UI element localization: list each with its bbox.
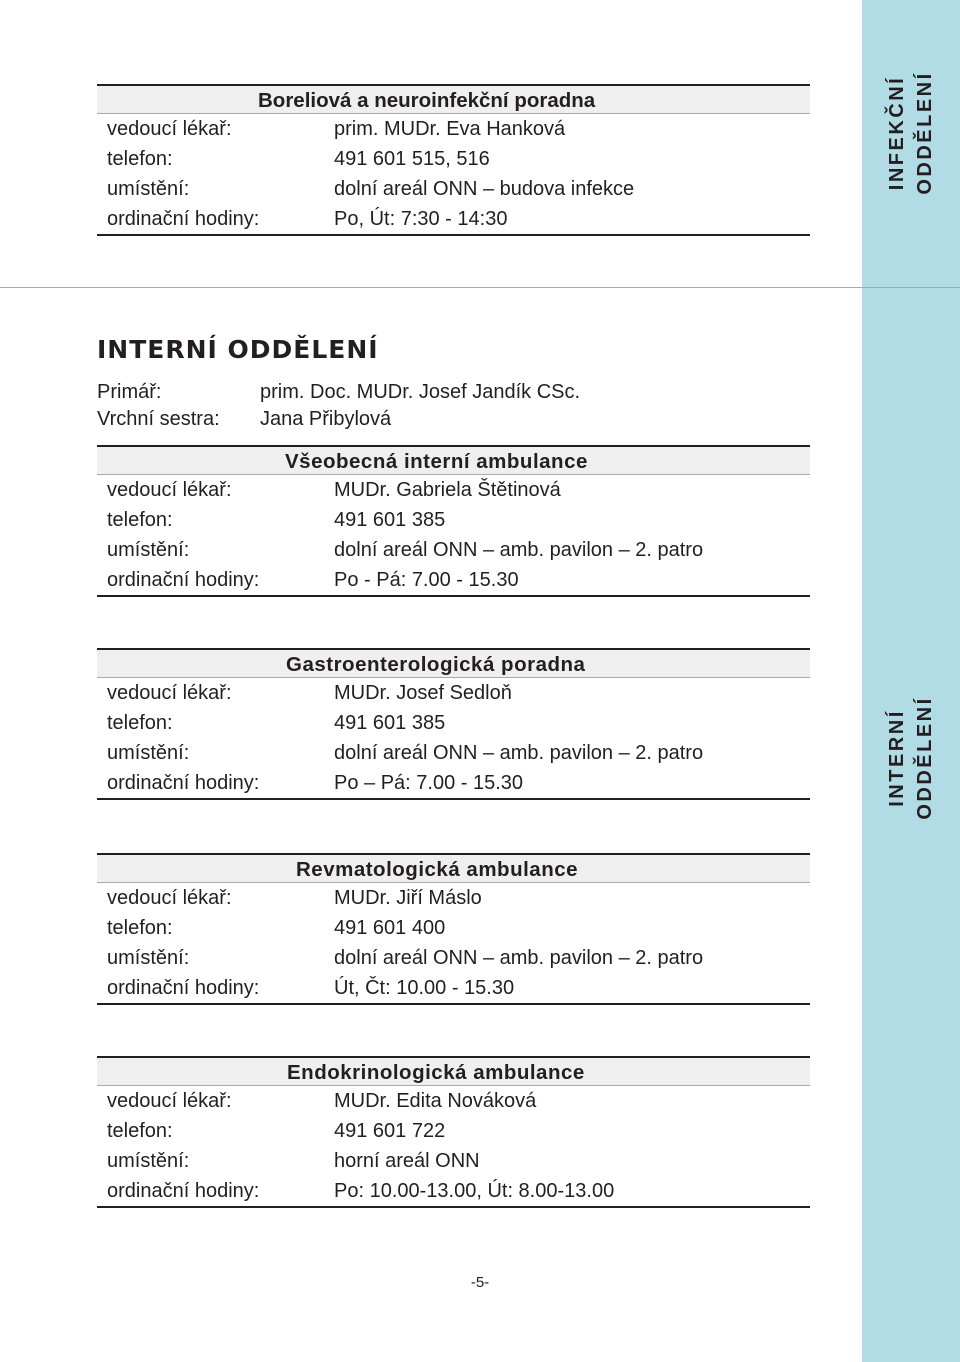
row-value: MUDr. Gabriela Štětinová — [334, 479, 561, 501]
staff-label: Vrchní sestra: — [97, 408, 220, 430]
row-label: telefon: — [107, 917, 173, 939]
row-label: vedoucí lékař: — [107, 682, 232, 704]
row-label: ordinační hodiny: — [107, 1180, 260, 1202]
row-label: telefon: — [107, 712, 173, 734]
row-label: vedoucí lékař: — [107, 118, 232, 140]
clinic-block-gastro — [97, 648, 810, 800]
clinic-row-doctor — [97, 883, 810, 913]
row-value: 491 601 515, 516 — [334, 148, 490, 170]
clinic-footer-rule — [97, 798, 810, 800]
row-label: telefon: — [107, 1120, 173, 1142]
clinic-row-location — [97, 1146, 810, 1176]
row-label: vedoucí lékař: — [107, 1090, 232, 1112]
row-value: 491 601 722 — [334, 1120, 446, 1142]
clinic-block-revma — [97, 853, 810, 1005]
section-divider — [0, 287, 960, 288]
row-label: ordinační hodiny: — [107, 772, 260, 794]
row-label: telefon: — [107, 148, 173, 170]
clinic-row-location — [97, 535, 810, 565]
clinic-row-hours — [97, 768, 810, 798]
row-value: dolní areál ONN – amb. pavilon – 2. patro — [334, 947, 704, 969]
clinic-row-phone — [97, 505, 810, 535]
clinic-row-hours — [97, 1176, 810, 1206]
clinic-row-hours — [97, 565, 810, 595]
clinic-row-hours — [97, 204, 810, 234]
staff-label: Primář: — [97, 381, 162, 403]
clinic-row-location — [97, 738, 810, 768]
clinic-footer-rule — [97, 234, 810, 236]
row-label: ordinační hodiny: — [107, 977, 260, 999]
clinic-title: Revmatologická ambulance — [296, 858, 579, 881]
side-tab-line2: ODDĚLENÍ — [914, 71, 936, 195]
clinic-footer-rule — [97, 1206, 810, 1208]
row-label: vedoucí lékař: — [107, 887, 232, 909]
clinic-row-phone — [97, 1116, 810, 1146]
row-value: MUDr. Josef Sedloň — [334, 682, 512, 704]
side-tab-line1: INFEKČNÍ — [886, 75, 908, 191]
clinic-row-doctor — [97, 475, 810, 505]
row-label: umístění: — [107, 947, 190, 969]
row-label: telefon: — [107, 509, 173, 531]
side-tab-line1: INTERNÍ — [886, 709, 908, 807]
clinic-footer-rule — [97, 595, 810, 597]
clinic-row-doctor — [97, 678, 810, 708]
row-label: umístění: — [107, 539, 190, 561]
row-value: horní areál ONN — [334, 1150, 480, 1172]
side-tab-line2: ODDĚLENÍ — [914, 696, 936, 820]
clinic-header — [97, 648, 810, 678]
staff-value: prim. Doc. MUDr. Josef Jandík CSc. — [260, 381, 581, 403]
clinic-title: Boreliová a neuroinfekční poradna — [258, 89, 596, 112]
row-label: umístění: — [107, 742, 190, 764]
clinic-footer-rule — [97, 1003, 810, 1005]
side-tab-strip — [862, 0, 960, 1362]
clinic-row-doctor — [97, 114, 810, 144]
clinic-row-phone — [97, 144, 810, 174]
row-value: 491 601 385 — [334, 712, 446, 734]
row-label: vedoucí lékař: — [107, 479, 232, 501]
row-value: MUDr. Jiří Máslo — [334, 887, 482, 909]
row-value: 491 601 385 — [334, 509, 446, 531]
row-label: ordinační hodiny: — [107, 208, 260, 230]
clinic-block-borelia — [97, 84, 810, 236]
row-value: dolní areál ONN – budova infekce — [334, 178, 635, 200]
row-value: dolní areál ONN – amb. pavilon – 2. patro — [334, 539, 704, 561]
clinic-row-location — [97, 174, 810, 204]
clinic-row-phone — [97, 913, 810, 943]
clinic-block-endokrino — [97, 1056, 810, 1208]
row-value: Po – Pá: 7.00 - 15.30 — [334, 772, 524, 794]
row-label: umístění: — [107, 178, 190, 200]
clinic-row-phone — [97, 708, 810, 738]
clinic-row-doctor — [97, 1086, 810, 1116]
row-value: Út, Čt: 10.00 - 15.30 — [334, 977, 515, 999]
row-label: umístění: — [107, 1150, 190, 1172]
row-value: prim. MUDr. Eva Hanková — [334, 118, 566, 140]
clinic-title: Gastroenterologická poradna — [286, 653, 586, 676]
section-title: INTERNÍ ODDĚLENÍ — [97, 335, 379, 364]
row-value: MUDr. Edita Nováková — [334, 1090, 537, 1112]
staff-value: Jana Přibylová — [260, 408, 392, 430]
row-value: Po - Pá: 7.00 - 15.30 — [334, 569, 519, 591]
page-number: -5- — [470, 1274, 490, 1291]
clinic-header — [97, 445, 810, 475]
clinic-header — [97, 853, 810, 883]
clinic-title: Endokrinologická ambulance — [287, 1061, 585, 1084]
clinic-title: Všeobecná interní ambulance — [285, 450, 588, 473]
row-value: Po, Út: 7:30 - 14:30 — [334, 208, 508, 230]
row-value: 491 601 400 — [334, 917, 446, 939]
row-value: Po: 10.00-13.00, Út: 8.00-13.00 — [334, 1180, 615, 1202]
clinic-block-vseobecna — [97, 445, 810, 597]
clinic-row-hours — [97, 973, 810, 1003]
clinic-row-location — [97, 943, 810, 973]
row-value: dolní areál ONN – amb. pavilon – 2. patro — [334, 742, 704, 764]
clinic-header — [97, 1056, 810, 1086]
clinic-header — [97, 84, 810, 114]
row-label: ordinační hodiny: — [107, 569, 260, 591]
